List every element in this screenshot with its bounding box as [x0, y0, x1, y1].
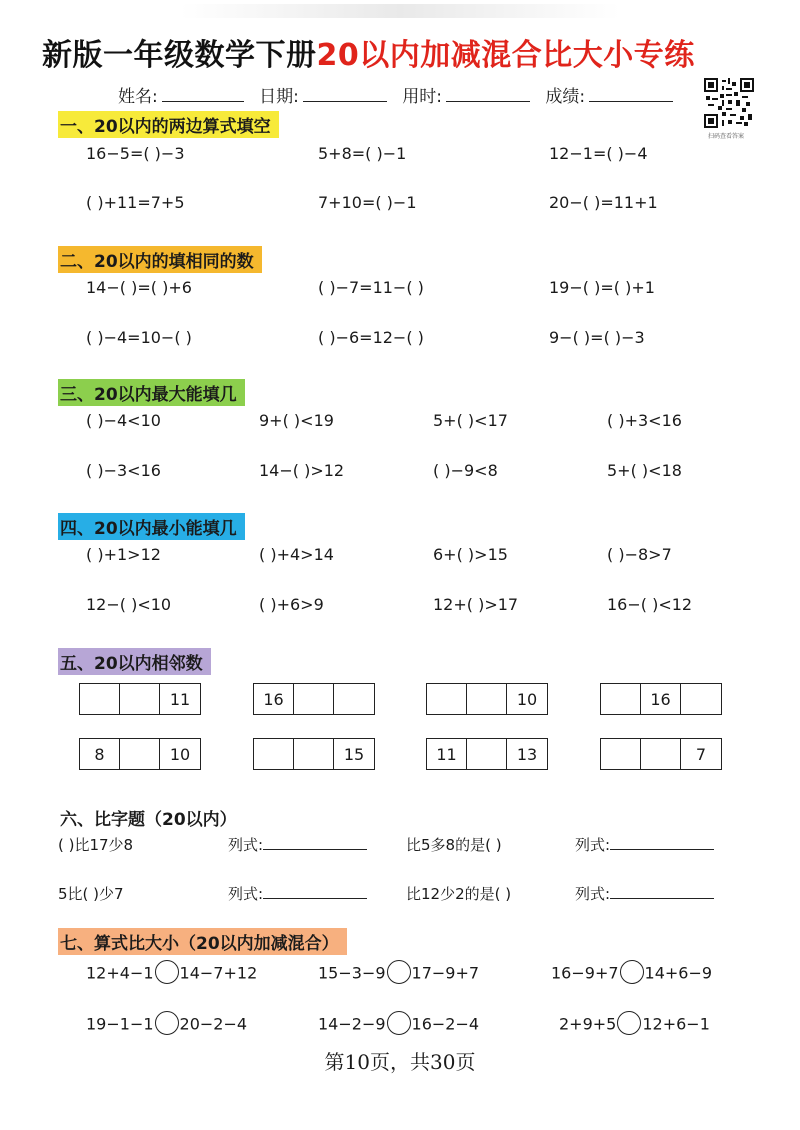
s2-r1-c1: 14−( )=( )+6: [86, 278, 192, 297]
s6-r2-q2: 比12少2的是( ): [406, 885, 512, 903]
number-cell[interactable]: [294, 684, 334, 714]
formula-label: 列式:: [575, 836, 611, 854]
s7-r2-c1: [86, 1013, 247, 1037]
section-1-heading: 一、20以内的两边算式填空: [58, 111, 279, 138]
number-cell[interactable]: [120, 684, 160, 714]
s7-r2-c2: [318, 1013, 479, 1037]
number-cell[interactable]: 13: [516, 744, 538, 764]
s3-r1-c4: ( )+3<16: [607, 411, 682, 430]
title-grade: 新版一年级数学下册: [42, 38, 317, 73]
number-cell[interactable]: [467, 739, 507, 769]
s6-r1-q1: ( )比17少8: [58, 836, 134, 854]
number-cell[interactable]: 10: [169, 744, 191, 764]
score-label: 成绩:: [545, 87, 586, 107]
time-label: 用时:: [402, 87, 443, 107]
section-3-heading: 三、20以内最大能填几: [58, 379, 245, 406]
number-cell[interactable]: 10: [516, 689, 538, 709]
formula-blank[interactable]: [263, 837, 367, 850]
s6-r1-formula: [228, 834, 367, 855]
time-blank[interactable]: [446, 87, 530, 102]
right-expression: 17−9+7: [411, 963, 480, 983]
compare-circle[interactable]: [387, 960, 411, 984]
s2-r2-c3: 9−( )=( )−3: [549, 328, 645, 347]
right-expression: 14−7+12: [179, 963, 258, 983]
s3-r2-c3: ( )−9<8: [433, 461, 498, 480]
s6-r1-q2: 比5多8的是( ): [406, 836, 502, 854]
page-number: 第10页，共30页: [324, 1050, 476, 1074]
s3-r1-c3: 5+( )<17: [433, 411, 508, 430]
student-info-line: [118, 82, 683, 107]
formula-label: 列式:: [228, 836, 264, 854]
s7-r1-c3: [551, 962, 712, 986]
number-cell[interactable]: [80, 684, 120, 714]
section-5-heading: 五、20以内相邻数: [58, 648, 211, 675]
number-cell[interactable]: [294, 739, 334, 769]
neighbor-row: [426, 738, 548, 770]
s6-r2-formula: [228, 883, 367, 904]
number-cell[interactable]: [601, 684, 641, 714]
formula-blank[interactable]: [610, 837, 714, 850]
date-label: 日期:: [259, 87, 299, 107]
s4-r1-c1: ( )+1>12: [86, 545, 161, 564]
compare-circle[interactable]: [620, 960, 644, 984]
left-expression: 12+4−1: [86, 963, 154, 983]
number-cell[interactable]: [681, 684, 721, 714]
date-blank[interactable]: [303, 87, 387, 102]
formula-label: 列式:: [228, 885, 264, 903]
right-expression: 12+6−1: [642, 1014, 710, 1034]
neighbor-row: [426, 683, 548, 715]
s2-r1-c3: 19−( )=( )+1: [549, 278, 655, 297]
s2-r2-c2: ( )−6=12−( ): [318, 328, 424, 347]
s4-r2-c2: ( )+6>9: [259, 595, 324, 614]
s3-r2-c2: 14−( )>12: [259, 461, 345, 480]
section-6-heading: 六、比字题（20以内）: [60, 810, 237, 830]
s3-r2-c4: 5+( )<18: [607, 461, 682, 480]
right-expression: 16−2−4: [411, 1014, 480, 1034]
s3-r1-c2: 9+( )<19: [259, 411, 334, 430]
s1-r1-c2: 5+8=( )−1: [318, 144, 407, 163]
faded-top-watermark: [180, 4, 620, 18]
neighbor-row: [253, 683, 375, 715]
left-expression: 16−9+7: [551, 963, 619, 983]
s6-r2-formula-2: [575, 883, 714, 904]
s1-r2-c1: ( )+11=7+5: [86, 193, 185, 212]
s6-r2-q1: 5比( )少7: [58, 885, 124, 903]
number-cell[interactable]: [427, 684, 467, 714]
number-cell[interactable]: 8: [80, 739, 120, 769]
left-expression: 2+9+5: [559, 1014, 617, 1034]
s6-r1-formula-2: [575, 834, 714, 855]
number-cell[interactable]: 16: [254, 684, 294, 714]
compare-circle[interactable]: [617, 1011, 641, 1035]
neighbor-row: [600, 738, 722, 770]
number-cell[interactable]: 11: [169, 689, 191, 709]
left-expression: 14−2−9: [318, 1014, 386, 1034]
right-expression: 14+6−9: [644, 963, 713, 983]
number-cell[interactable]: 16: [641, 684, 681, 714]
number-cell[interactable]: [334, 684, 374, 714]
s7-r1-c2: [318, 962, 479, 986]
formula-label: 列式:: [575, 885, 611, 903]
s3-r2-c1: ( )−3<16: [86, 461, 161, 480]
s1-r2-c2: 7+10=( )−1: [318, 193, 417, 212]
compare-circle[interactable]: [387, 1011, 411, 1035]
neighbor-row: [79, 683, 201, 715]
s4-r2-c3: 12+( )>17: [433, 595, 519, 614]
number-cell[interactable]: 15: [343, 744, 365, 764]
section-7-heading: 七、算式比大小（20以内加减混合）: [58, 928, 347, 955]
qr-code-icon[interactable]: [704, 78, 754, 128]
s7-r1-c1: [86, 962, 257, 986]
formula-blank[interactable]: [263, 886, 367, 899]
s3-r1-c1: ( )−4<10: [86, 411, 161, 430]
section-2-heading: 二、20以内的填相同的数: [58, 246, 262, 273]
s2-r2-c1: ( )−4=10−( ): [86, 328, 192, 347]
title-topic: 20以内加减混合比大小专练: [316, 38, 695, 73]
formula-blank[interactable]: [610, 886, 714, 899]
number-cell[interactable]: 7: [695, 744, 707, 764]
s2-r1-c2: ( )−7=11−( ): [318, 278, 424, 297]
number-cell[interactable]: [641, 739, 681, 769]
number-cell[interactable]: [467, 684, 507, 714]
s7-r2-c3: [559, 1013, 710, 1037]
number-cell[interactable]: [254, 739, 294, 769]
s4-r2-c1: 12−( )<10: [86, 595, 172, 614]
s4-r1-c2: ( )+4>14: [259, 545, 334, 564]
number-cell[interactable]: 11: [427, 739, 467, 769]
left-expression: 19−1−1: [86, 1014, 154, 1034]
name-label: 姓名:: [118, 87, 158, 107]
number-cell[interactable]: [120, 739, 160, 769]
neighbor-row: [253, 738, 375, 770]
compare-circle[interactable]: [155, 960, 179, 984]
left-expression: 15−3−9: [318, 963, 386, 983]
page-title: [42, 30, 695, 74]
neighbor-row: [600, 683, 722, 715]
compare-circle[interactable]: [155, 1011, 179, 1035]
right-expression: 20−2−4: [179, 1014, 248, 1034]
qr-caption: 扫码查看答案: [708, 133, 745, 140]
s4-r1-c3: 6+( )>15: [433, 545, 508, 564]
name-blank[interactable]: [162, 87, 244, 102]
s1-r2-c3: 20−( )=11+1: [549, 193, 658, 212]
s1-r1-c1: 16−5=( )−3: [86, 144, 185, 163]
score-blank[interactable]: [589, 87, 673, 102]
s4-r2-c4: 16−( )<12: [607, 595, 693, 614]
neighbor-row: [79, 738, 201, 770]
s4-r1-c4: ( )−8>7: [607, 545, 672, 564]
number-cell[interactable]: [601, 739, 641, 769]
section-4-heading: 四、20以内最小能填几: [58, 513, 245, 540]
s1-r1-c3: 12−1=( )−4: [549, 144, 648, 163]
